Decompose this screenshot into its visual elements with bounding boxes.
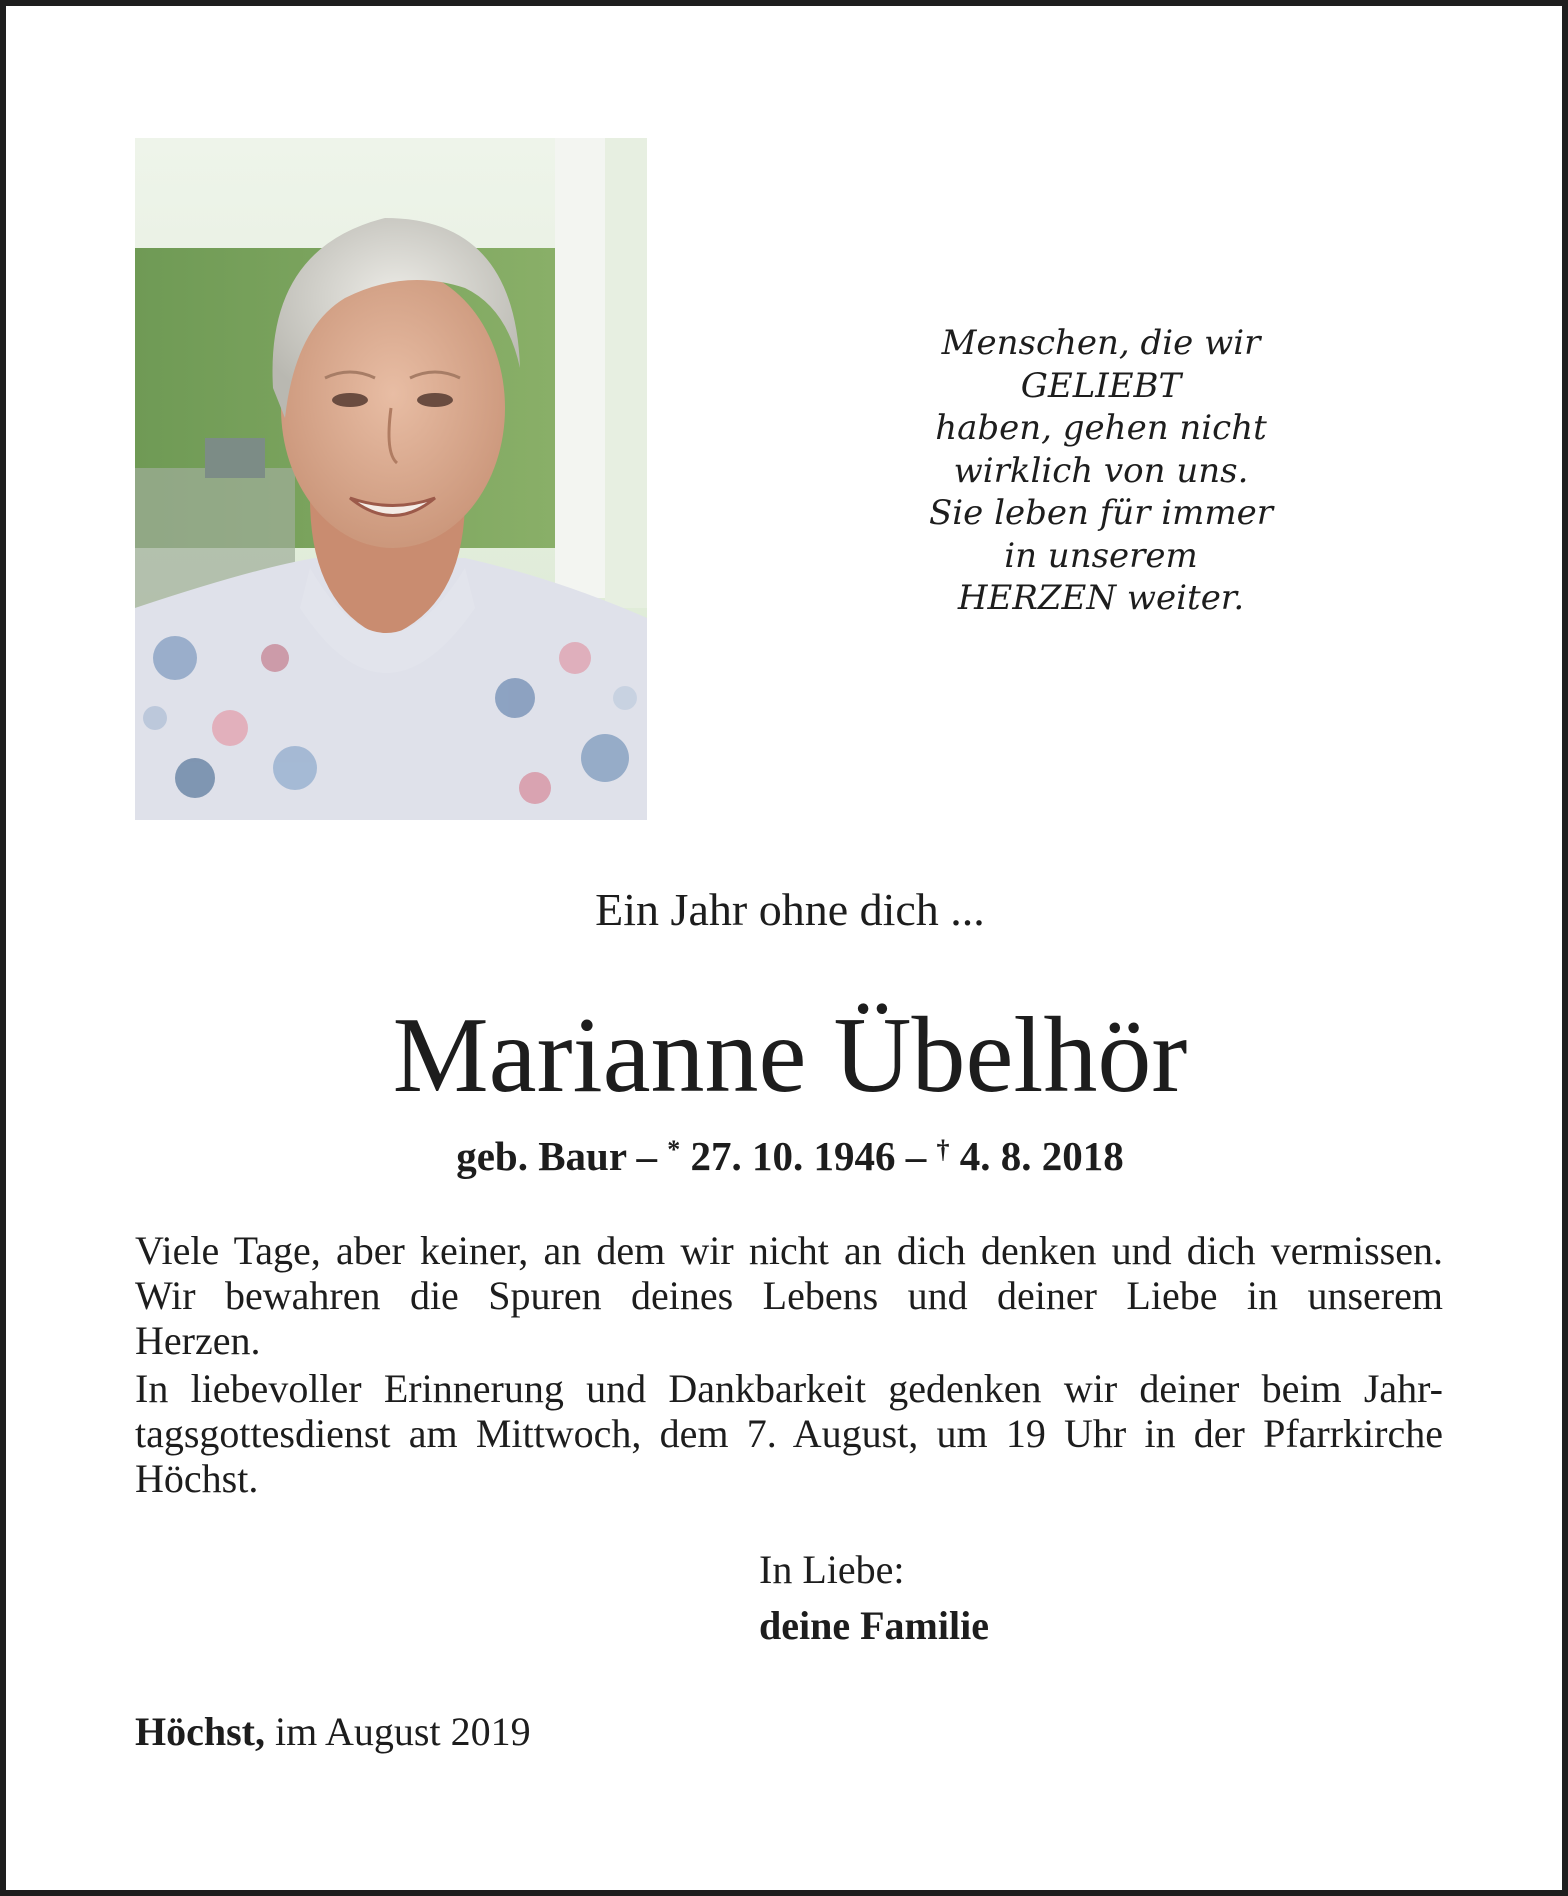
- poem-line: GELIEBT: [1020, 365, 1182, 406]
- poem-line: wirklich von uns.: [953, 450, 1249, 491]
- poem-line: Menschen, die wir: [941, 323, 1261, 363]
- separator: –: [905, 1133, 927, 1179]
- poem-line: haben, gehen nicht: [935, 408, 1267, 448]
- paragraph-line: Höchst.: [135, 1456, 259, 1501]
- place-name: Höchst,: [135, 1709, 265, 1754]
- paragraph-line: Herzen.: [135, 1318, 261, 1363]
- poem-line: Sie leben für immer: [929, 493, 1273, 533]
- deceased-name: Marianne Übelhör: [392, 996, 1188, 1115]
- poem-line: in unserem: [1004, 535, 1198, 576]
- poem-line: HERZEN weiter.: [957, 578, 1245, 618]
- notice-date: im August 2019: [275, 1709, 531, 1754]
- portrait-photo: [135, 138, 647, 820]
- signature-label: In Liebe:: [759, 1547, 905, 1592]
- paragraph-line: Wir bewahren die Spuren deines Lebens und deiner Liebe in unserem: [135, 1273, 1443, 1318]
- paragraph-line: tagsgottesdienst am Mittwoch, dem 7. August, um 19 Uhr in der Pfarrkirche: [135, 1411, 1443, 1456]
- place-date: [135, 1706, 531, 1758]
- birth-symbol: *: [667, 1135, 681, 1164]
- birth-name: geb. Baur: [456, 1133, 627, 1179]
- memorial-poem: [886, 322, 1316, 620]
- paragraph-remembrance: [135, 1228, 1443, 1363]
- death-symbol: †: [936, 1135, 950, 1164]
- life-dates: [6, 1124, 1568, 1182]
- paragraph-line: Viele Tage, aber keiner, an dem wir nicht an dich denken und dich vermissen.: [135, 1228, 1443, 1273]
- signature-signer: deine Familie: [759, 1603, 989, 1648]
- birth-date: 27. 10. 1946: [690, 1133, 896, 1179]
- paragraph-service: [135, 1366, 1443, 1501]
- separator: –: [636, 1133, 658, 1179]
- paragraph-line: In liebevoller Erinnerung und Dankbarkeit gedenken wir deiner beim Jahr-: [135, 1366, 1443, 1411]
- intro-line: Ein Jahr ohne dich ...: [595, 884, 985, 935]
- death-date: 4. 8. 2018: [959, 1133, 1124, 1179]
